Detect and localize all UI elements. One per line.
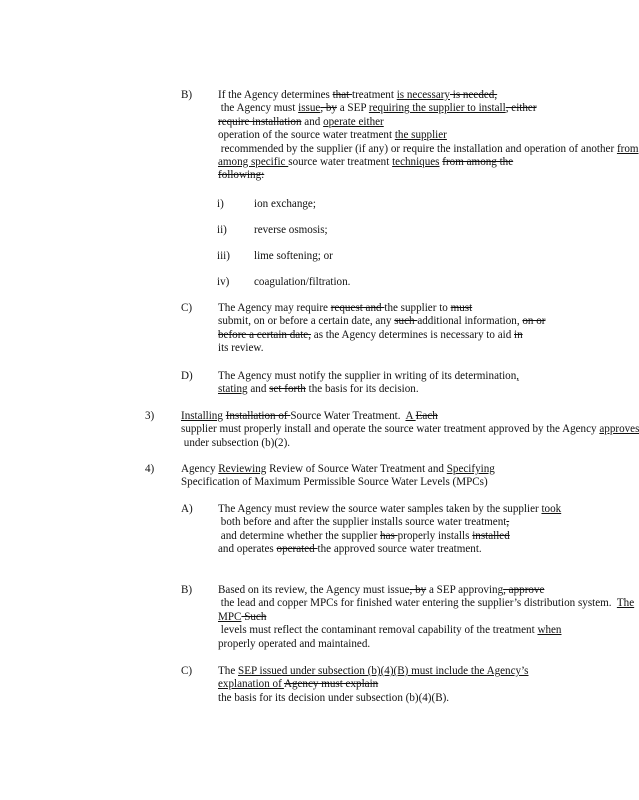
sub-item-text: ion exchange; bbox=[254, 198, 316, 210]
deleted-text: from among the following: bbox=[218, 156, 514, 182]
deleted-text: , either require installation bbox=[218, 102, 537, 128]
inserted-text: when bbox=[537, 624, 562, 637]
item-label: C) bbox=[181, 665, 193, 677]
item-text bbox=[181, 463, 526, 490]
sub-item-text: coagulation/filtration. bbox=[254, 276, 351, 288]
text-run: If the Agency determines bbox=[218, 89, 333, 101]
inserted-text: Installing bbox=[181, 410, 223, 422]
inserted-text: techniques bbox=[392, 156, 440, 169]
inserted-text: operate either bbox=[323, 115, 384, 128]
text-run: the Agency must bbox=[218, 102, 299, 115]
text-run: and determine whether the supplier bbox=[218, 529, 381, 542]
text-run: the lead and copper MPCs for finished water entering the supplier’s distribution system. bbox=[218, 597, 617, 610]
text-run: source water treatment bbox=[288, 156, 393, 169]
text-run: and bbox=[247, 383, 270, 396]
text-run: both before and after the supplier installs source water treatment bbox=[218, 516, 507, 529]
item-label: B) bbox=[181, 89, 193, 101]
sub-item-number: ii) bbox=[217, 224, 227, 236]
text-run: as the Agency determines is necessary to aid bbox=[311, 328, 515, 341]
deleted-text: in bbox=[514, 328, 523, 341]
text-run: Specification of Maximum Permissible Source Water Levels (MPCs) bbox=[181, 476, 488, 489]
deleted-text: , bbox=[506, 516, 510, 529]
text-run: properly operated and maintained. bbox=[218, 637, 371, 650]
inserted-text: took bbox=[541, 503, 562, 515]
text-run: levels must reflect the contaminant removal capability of the treatment bbox=[218, 624, 538, 637]
item-text bbox=[218, 665, 548, 705]
text-run: supplier must properly install and operate the source water treatment approved by the Agency bbox=[181, 423, 600, 436]
deleted-text: on or before a certain date, bbox=[218, 315, 546, 341]
inserted-text: The MPC bbox=[218, 597, 635, 623]
text-run: The Agency must review the source water samples taken by the supplier bbox=[218, 503, 542, 515]
text-run: the basis for its decision under subsection (b)(4)(B). bbox=[218, 691, 450, 704]
text-run: recommended by the supplier (if any) or require the installation and operation of another bbox=[218, 142, 617, 155]
item-label: C) bbox=[181, 302, 193, 314]
text-run: Based on its review, the Agency must issue bbox=[218, 584, 410, 596]
text-run: a SEP approving bbox=[426, 584, 504, 596]
inserted-text: from among specific bbox=[218, 142, 639, 169]
inserted-text: SEP issued under subsection (b)(4)(B) must include the Agency’s explanation of bbox=[218, 665, 529, 691]
text-run: submit, on or before a certain date, any bbox=[218, 315, 395, 328]
inserted-text: Reviewing bbox=[218, 463, 267, 475]
item-text bbox=[218, 370, 548, 397]
item-label: D) bbox=[181, 370, 193, 382]
deleted-text: , by bbox=[320, 102, 337, 115]
sub-item-number: iii) bbox=[217, 250, 230, 262]
inserted-text: issue bbox=[298, 102, 321, 115]
deleted-text: operated bbox=[276, 543, 318, 556]
text-run: and operates bbox=[218, 543, 277, 556]
text-run: the supplier to bbox=[384, 302, 451, 314]
text-run: its review. bbox=[218, 342, 264, 355]
item-text bbox=[181, 410, 639, 450]
text-run: properly installs bbox=[397, 529, 473, 542]
text-run: the basis for its decision. bbox=[305, 383, 419, 396]
item-label: B) bbox=[181, 584, 193, 596]
inserted-text: Specifying bbox=[446, 463, 495, 475]
deleted-text: Each bbox=[415, 410, 438, 422]
text-run: The Agency must notify the supplier in writing of its determination bbox=[218, 370, 517, 382]
text-run: Agency bbox=[181, 463, 219, 475]
deleted-text: , approve bbox=[503, 584, 545, 596]
sub-item-text: reverse osmosis; bbox=[254, 224, 328, 236]
deleted-text: Agency must explain bbox=[283, 678, 379, 691]
item-text bbox=[218, 584, 635, 651]
text-run: The Agency may require bbox=[218, 302, 331, 314]
sub-item-text: lime softening; or bbox=[254, 250, 333, 262]
text-run: and bbox=[301, 115, 324, 128]
deleted-text: that bbox=[332, 89, 353, 101]
deleted-text: such bbox=[394, 315, 418, 328]
deleted-text: Such bbox=[241, 610, 267, 623]
text-run: a SEP bbox=[336, 102, 369, 115]
item-text bbox=[218, 302, 548, 356]
text-run: under subsection (b)(2). bbox=[181, 436, 291, 449]
deleted-text: has bbox=[380, 529, 398, 542]
text-run: operation of the source water treatment bbox=[218, 129, 395, 142]
text-run: additional information, bbox=[417, 315, 523, 328]
inserted-text: is necessary bbox=[396, 89, 450, 101]
item-label: 4) bbox=[145, 463, 155, 475]
deleted-text: must bbox=[450, 302, 473, 314]
item-label: 3) bbox=[145, 410, 155, 422]
inserted-text: requiring the supplier to install bbox=[368, 102, 506, 115]
sub-item-number: iv) bbox=[217, 276, 230, 288]
text-run: the approved source water treatment. bbox=[317, 543, 482, 556]
deleted-text: set forth bbox=[269, 383, 306, 396]
inserted-text: , stating bbox=[218, 370, 520, 396]
deleted-text: request and bbox=[330, 302, 385, 314]
deleted-text: installed bbox=[472, 529, 510, 542]
text-run: treatment bbox=[352, 89, 397, 101]
item-label: A) bbox=[181, 503, 193, 515]
inserted-text: the supplier bbox=[394, 129, 447, 142]
text-run: The bbox=[218, 665, 239, 677]
text-run: Review of Source Water Treatment and bbox=[266, 463, 447, 475]
text-run: Source Water Treatment. bbox=[290, 410, 406, 422]
deleted-text: , by bbox=[409, 584, 427, 596]
item-text bbox=[218, 89, 639, 183]
inserted-text: approves bbox=[599, 423, 639, 436]
deleted-text: Installation of bbox=[225, 410, 291, 422]
item-text bbox=[218, 503, 562, 557]
deleted-text: is needed, bbox=[449, 89, 498, 101]
sub-item-number: i) bbox=[217, 198, 224, 210]
inserted-text: A bbox=[405, 410, 416, 422]
